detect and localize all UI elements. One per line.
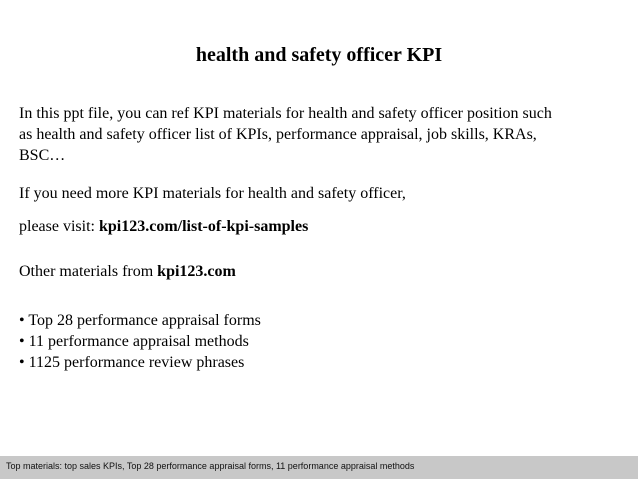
- intro-line-2: as health and safety officer list of KPIs, performance appraisal, job skills, KRAs,: [19, 126, 537, 143]
- intro-paragraph: [19, 103, 624, 166]
- footer-bar: Top materials: top sales KPIs, Top 28 performance appraisal forms, 11 performance appraisal methods: [0, 456, 638, 479]
- other-materials-line: [19, 261, 624, 282]
- other-prefix: Other materials from: [19, 263, 158, 280]
- visit-line: [19, 216, 624, 237]
- kpi-samples-link[interactable]: kpi123.com/list-of-kpi-samples: [98, 218, 309, 235]
- kpi123-link[interactable]: kpi123.com: [157, 263, 236, 280]
- slide-title: health and safety officer KPI: [195, 44, 443, 66]
- list-item: • Top 28 performance appraisal forms: [19, 312, 261, 329]
- list-item: • 1125 performance review phrases: [19, 354, 245, 371]
- intro-line-3: BSC…: [19, 147, 66, 164]
- list-item: • 11 performance appraisal methods: [19, 333, 249, 350]
- materials-list: [19, 310, 624, 373]
- intro-line-1: In this ppt file, you can ref KPI materials for health and safety officer position such: [19, 105, 552, 122]
- visit-prefix: please visit:: [19, 218, 99, 235]
- more-materials-text: If you need more KPI materials for health and safety officer,: [19, 185, 406, 202]
